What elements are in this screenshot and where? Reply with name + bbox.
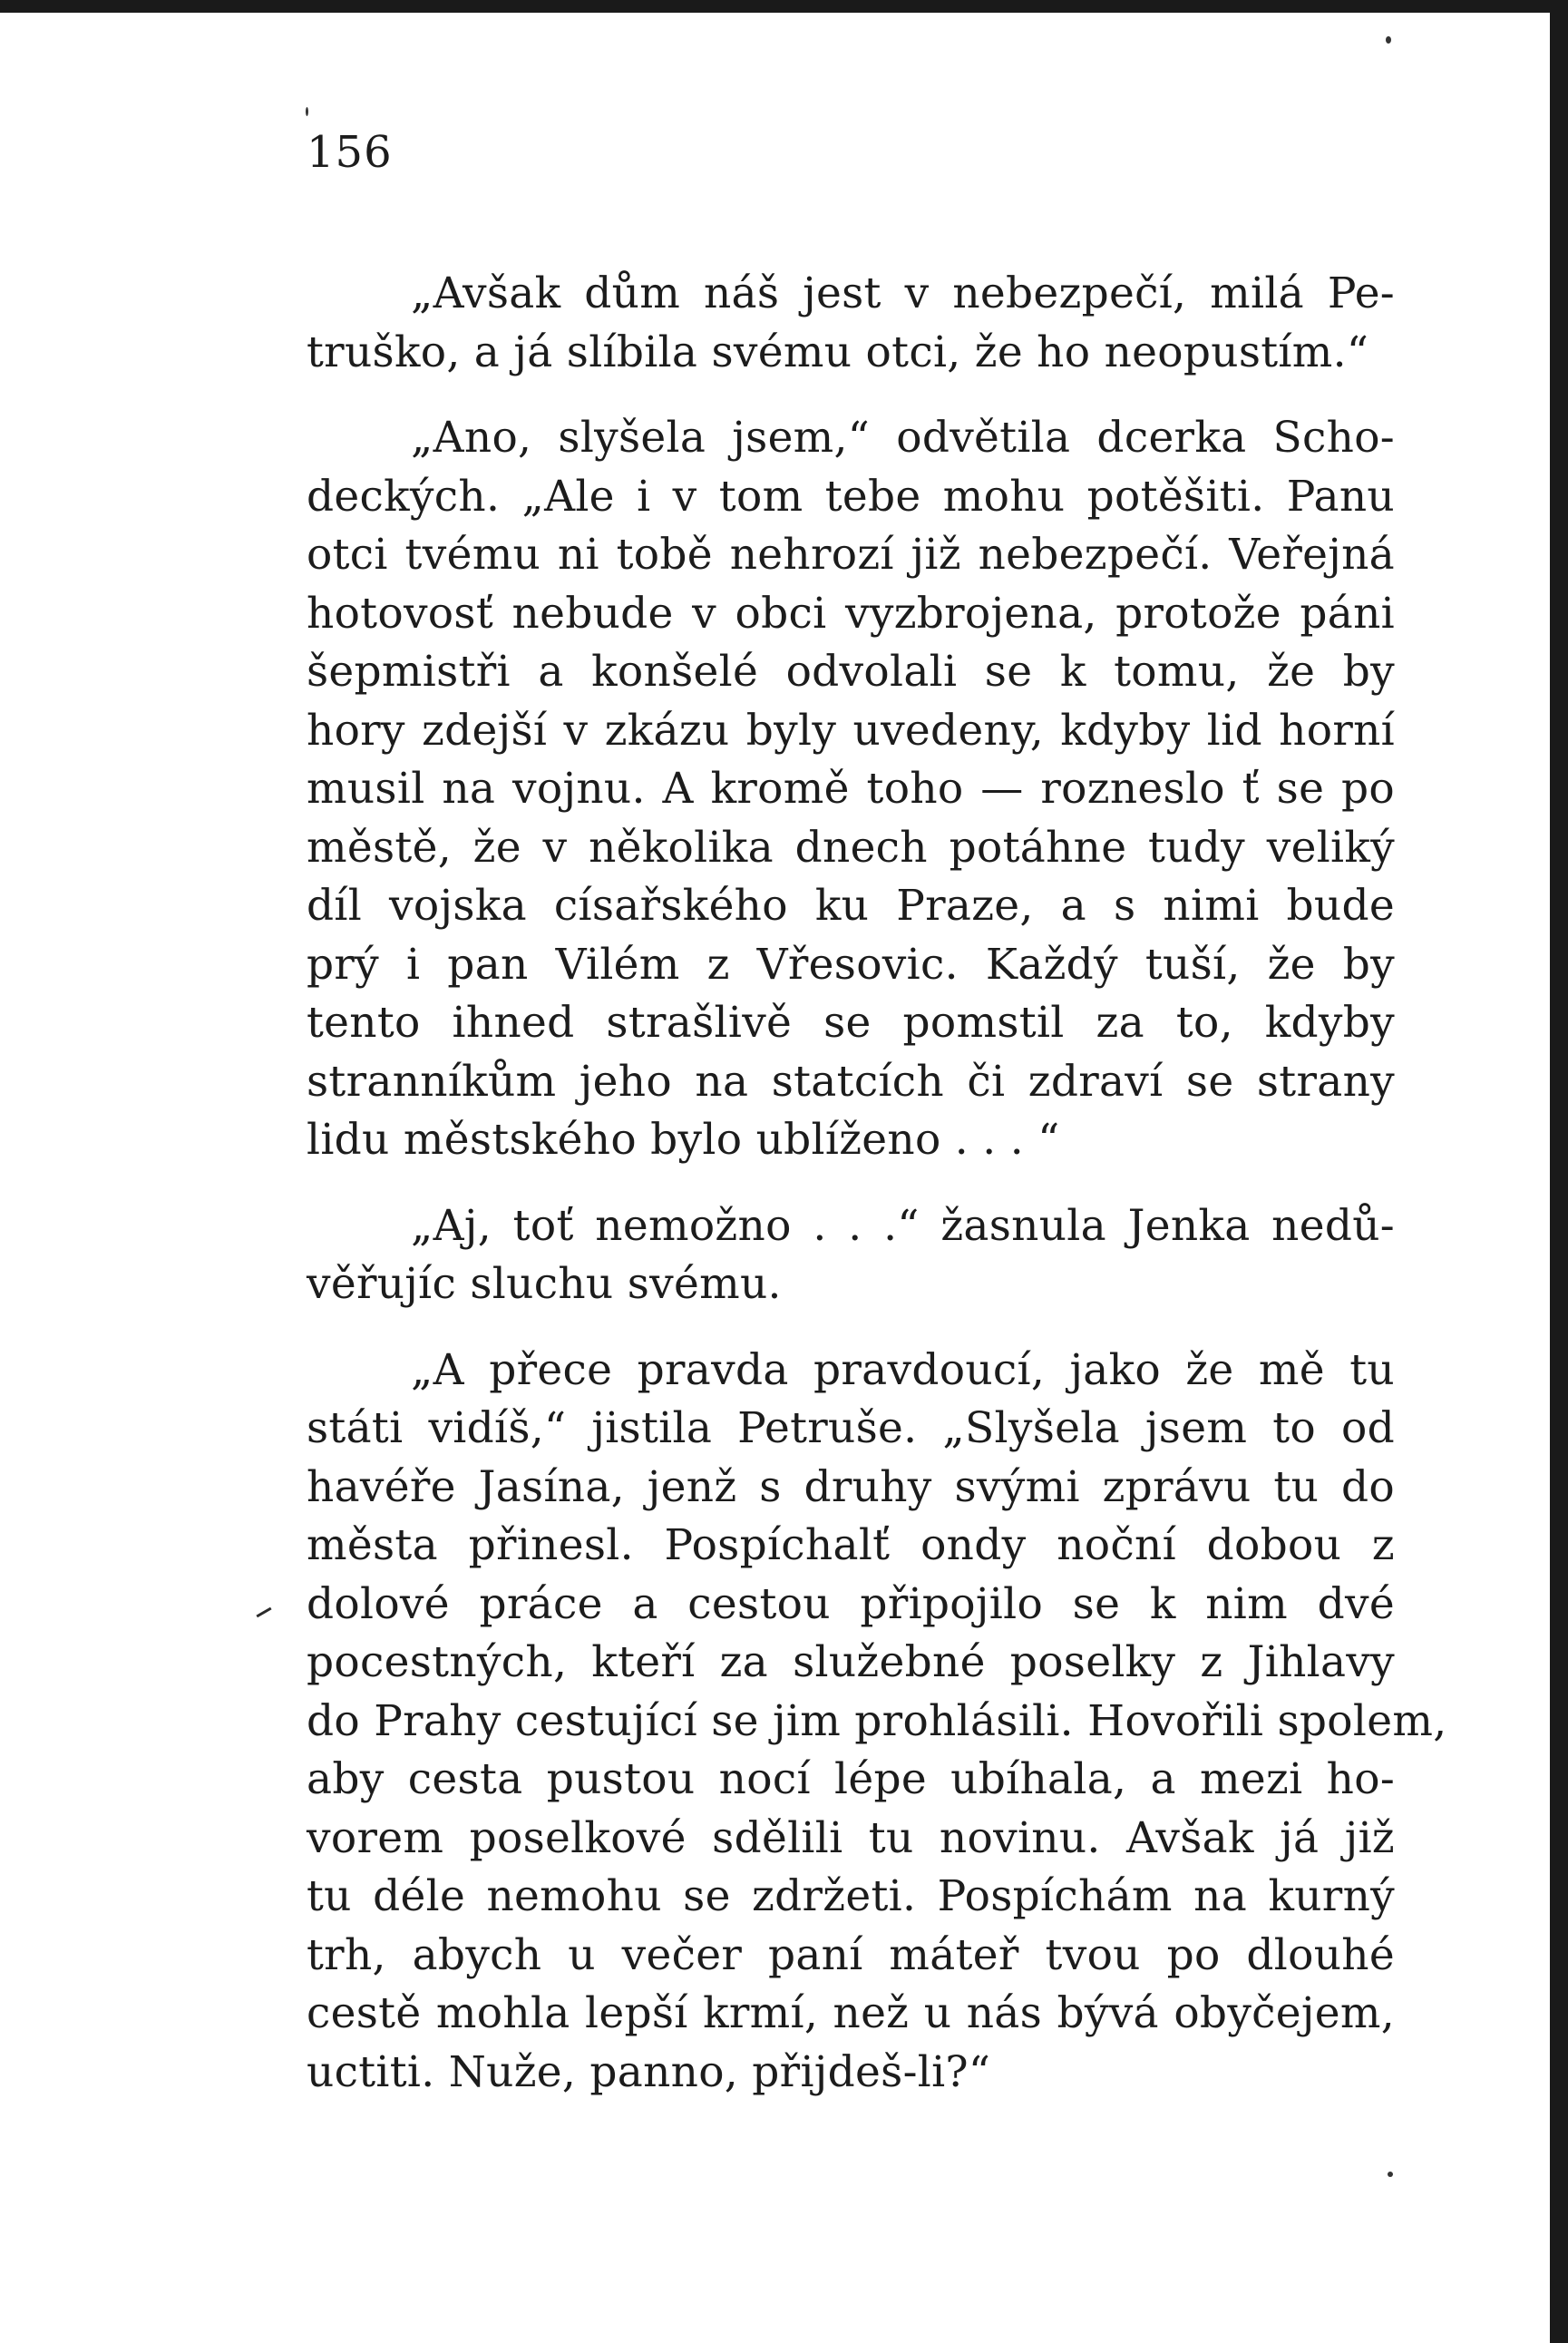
paragraph xyxy=(307,409,1395,1170)
text-line: šepmistři a konšelé odvolali se k tomu, že by xyxy=(307,647,1395,697)
text-line: tu déle nemohu se zdržeti. Pospíchám na kurný xyxy=(307,1871,1395,1921)
text-line: „Aj, toť nemožno . . .“ žasnula Jenka nedů- xyxy=(411,1200,1395,1251)
text-line: tento ihned strašlivě se pomstil za to, kdyby xyxy=(307,998,1395,1048)
text-line: hory zdejší v zkázu byly uvedeny, kdyby lid horní xyxy=(307,705,1395,756)
text-line: musil na vojnu. A kromě toho — rozneslo ť se po xyxy=(307,764,1395,814)
text-line: lidu městského bylo ublíženo . . . “ xyxy=(307,1115,1060,1165)
text-line: otci tvému ni tobě nehrozí již nebezpečí. Veřejná xyxy=(307,530,1395,580)
text-line: aby cesta pustou nocí lépe ubíhala, a mezi ho- xyxy=(307,1754,1395,1804)
text-line: truško, a já slíbila svému otci, že ho neopustím.“ xyxy=(307,327,1369,377)
text-line: pocestných, kteří za služebné poselky z Jihlavy xyxy=(307,1637,1395,1687)
text-line: „Ano, slyšela jsem,“ odvětila dcerka Scho- xyxy=(411,413,1395,463)
text-line: státi vidíš,“ jistila Petruše. „Slyšela jsem to od xyxy=(307,1403,1395,1453)
text-line: města přinesl. Pospíchalť ondy noční dobou z xyxy=(307,1520,1395,1570)
ink-speck xyxy=(1386,36,1391,44)
text-line: „A přece pravda pravdoucí, jako že mě tu xyxy=(411,1344,1395,1395)
text-line: díl vojska císařského ku Praze, a s nimi bude xyxy=(307,881,1395,931)
text-block xyxy=(307,127,1447,2129)
text-line: dolové práce a cestou připojilo se k nim dvé xyxy=(307,1578,1395,1629)
ink-speck xyxy=(1388,2172,1393,2177)
paragraph xyxy=(307,1342,1447,2103)
text-line: havéře Jasína, jenž s druhy svými zprávu tu do xyxy=(307,1461,1395,1512)
text-line: vorem poselkové sdělili tu novinu. Avšak já již xyxy=(307,1812,1395,1863)
page-number: 156 xyxy=(307,127,393,178)
text-line: hotovosť nebude v obci vyzbrojena, protože páni xyxy=(307,588,1395,639)
text-line: deckých. „Ale i v tom tebe mohu potěšiti. Panu xyxy=(307,471,1395,522)
paragraph xyxy=(307,265,1395,382)
text-line: prý i pan Vilém z Vřesovic. Každý tuší, že by xyxy=(307,939,1395,990)
ink-speck xyxy=(306,107,308,116)
text-line: trh, abych u večer paní máteř tvou po dlouhé xyxy=(307,1929,1395,1980)
text-line: stranníkům jeho na statcích či zdraví se strany xyxy=(307,1056,1395,1107)
text-line: městě, že v několika dnech potáhne tudy veliký xyxy=(307,822,1395,873)
paragraph xyxy=(307,1197,1395,1314)
text-line: uctiti. Nuže, panno, přijdeš-li?“ xyxy=(307,2046,991,2097)
text-line: do Prahy cestující se jim prohlásili. Hovořili spolem, xyxy=(307,1695,1447,1746)
text-line: věřujíc sluchu svému. xyxy=(307,1259,782,1309)
margin-pencil-mark xyxy=(256,1607,271,1618)
text-line: cestě mohla lepší krmí, než u nás bývá obyčejem, xyxy=(307,1988,1395,2038)
text-line: „Avšak dům náš jest v nebezpečí, milá Pe- xyxy=(411,268,1395,318)
